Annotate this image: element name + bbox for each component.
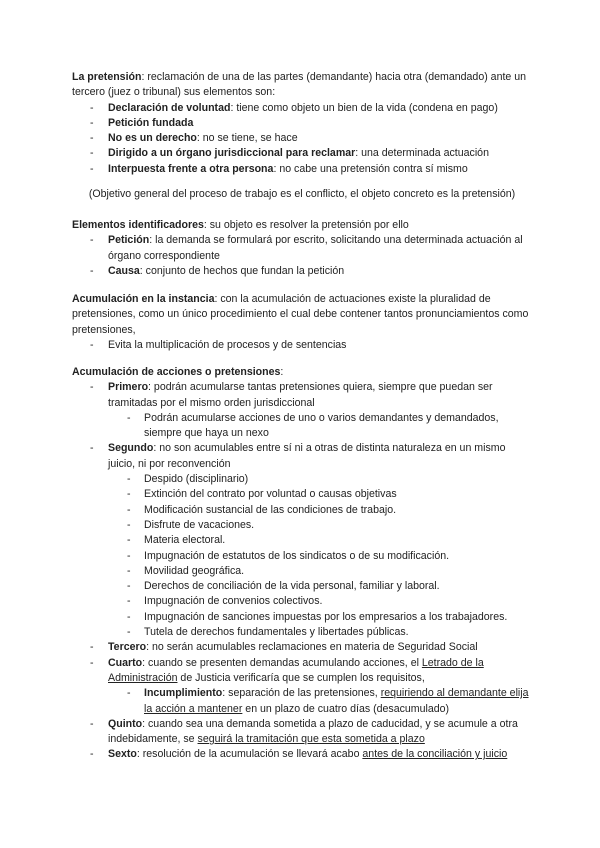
sub-list-item: - Impugnación de estatutos de los sindicatos o de su modificación. [127,549,450,562]
list-item-cuarto: - Cuarto: cuando se presenten demandas acumulando acciones, el Letrado de la Administración de Justicia verificaría que se cumplen los requisitos, [90,656,484,684]
sub-list-item: - Movilidad geográfica. [127,564,245,577]
sub-list-item: - Derechos de conciliación de la vida personal, familiar y laboral. [127,580,440,593]
objective-note: (Objetivo general del proceso de trabajo es el conflicto, el objeto concreto es la pretensión) [88,188,516,200]
section-title: Acumulación en la instancia [72,293,215,305]
section-title: Acumulación de acciones o pretensiones [72,366,281,378]
list-item: - Interpuesta frente a otra persona: no cabe una pretensión contra sí mismo [90,162,468,175]
sub-list-item: - Impugnación de sanciones impuestas por los empresarios a los trabajadores. [127,610,508,623]
section-title: Elementos identificadores [72,219,204,231]
section-title: La pretensión [72,71,142,83]
list-item-segundo: - Segundo: no son acumulables entre sí ni a otras de distinta naturaleza en un mismo juicio, ni por reconvención [90,442,506,470]
sub-list-item: - Disfrute de vacaciones. [127,518,255,531]
pretension-definition: La pretensión: reclamación de una de las partes (demandante) hacia otra (demandado) ante un tercero (juez o tribunal) sus elementos son: [72,71,527,99]
list-item-tercero: - Tercero: no serán acumulables reclamaciones en materia de Seguridad Social [90,641,478,654]
list-item: - Petición: la demanda se formulará por escrito, solicitando una determinada actuación al órgano correspondiente [90,234,523,262]
sub-list-item: - Materia electoral. [127,534,226,547]
list-item: - Causa: conjunto de hechos que fundan la petición [90,264,345,277]
sub-list-item: - Extinción del contrato por voluntad o causas objetivas [127,488,397,501]
list-item-primero: - Primero: podrán acumularse tantas pretensiones quiera, siempre que puedan ser tramitadas por el mismo orden jurisdiccional [90,381,493,409]
section-acumulacion-acciones: Acumulación de acciones o pretensiones: - Primero: podrán acumularse tantas pretensiones quiera, siempre que puedan ser tramitadas por el mismo orden jurisdiccional - Podrán acumularse acciones de uno o varios demandantes y demandados, siempre que haya un nexo - Segundo: no son acumulables entre sí ni a otras de distinta naturaleza en un mismo juicio, ni por reconvención - Despido (disciplinario) - Extinción del contrato por voluntad o causas objetivas - Modificación sustancial de las condiciones de trabajo. - Disfrute de vacaciones. - Materia electoral. - Impugnación de estatutos de los sindicatos o de su modificación. - Movilidad geográfica. - Derechos de conciliación de la vida personal, familiar y laboral. - Impugnación de convenios colectivos. - Impugnación de sanciones impuestas por los empresarios a los trabajadores. - Tutela de derechos fundamentales y libertades públicas. - Tercero: no serán acumulables reclamaciones en materia de Seguridad Social - Cuarto: cuando se presenten demandas acumulando acciones, el Letrado de la Administración de Justicia verificaría que se cumplen los requisitos, - Incumplimiento: separación de las pretensiones, requiriendo al demandante elija la acción a mantener en un plazo de cuatro días (desacumulado) - Quinto: cuando sea una demanda sometida a plazo de caducidad, y se acumule a otra indebidamente, se seguirá la tramitación que esta sometida a plazo - Sexto: resolución de la acumulación se llevará acabo antes de la conciliación y juicio [72,365,532,763]
section-acumulacion-instancia: Acumulación en la instancia: con la acumulación de actuaciones existe la pluralidad de pretensiones, como un único procedimiento el cual debe contener tantos pronunciamientos como pretensiones, - Evita la multiplicación de procesos y de sentencias [72,292,532,353]
list-item: - Dirigido a un órgano jurisdiccional para reclamar: una determinada actuación [90,147,489,160]
section-pretension [72,70,532,177]
sub-list-item: - Tutela de derechos fundamentales y libertades públicas. [127,626,409,639]
sub-list-item: - Impugnación de convenios colectivos. [127,595,323,608]
section-elementos: Elementos identificadores: su objeto es resolver la pretensión por ello - Petición: la demanda se formulará por escrito, solicitando una determinada actuación al órgano correspondiente - Causa: conjunto de hechos que fundan la petición [72,218,532,279]
list-item: - Declaración de voluntad: tiene como objeto un bien de la vida (condena en pago) [90,101,498,114]
sub-list-item: - Modificación sustancial de las condiciones de trabajo. [127,503,397,516]
sub-list-item: - Podrán acumularse acciones de uno o varios demandantes y demandados, siempre que haya un nexo [127,411,499,440]
list-item: - No es un derecho: no se tiene, se hace [90,132,298,145]
list-item: - Petición fundada [90,116,194,129]
list-item-quinto: - Quinto: cuando sea una demanda sometida a plazo de caducidad, y se acumule a otra indebidamente, se seguirá la tramitación que esta sometida a plazo [90,717,518,746]
list-item: - Evita la multiplicación de procesos y de sentencias [90,338,347,351]
sub-list-item: - Despido (disciplinario) [127,473,249,486]
sub-list-item: - Incumplimiento: separación de las pretensiones, requiriendo al demandante elija la acción a mantener en un plazo de cuatro días (desacumulado) [127,687,529,715]
list-item-sexto: - Sexto: resolución de la acumulación se llevará acabo antes de la conciliación y juicio [90,748,508,761]
